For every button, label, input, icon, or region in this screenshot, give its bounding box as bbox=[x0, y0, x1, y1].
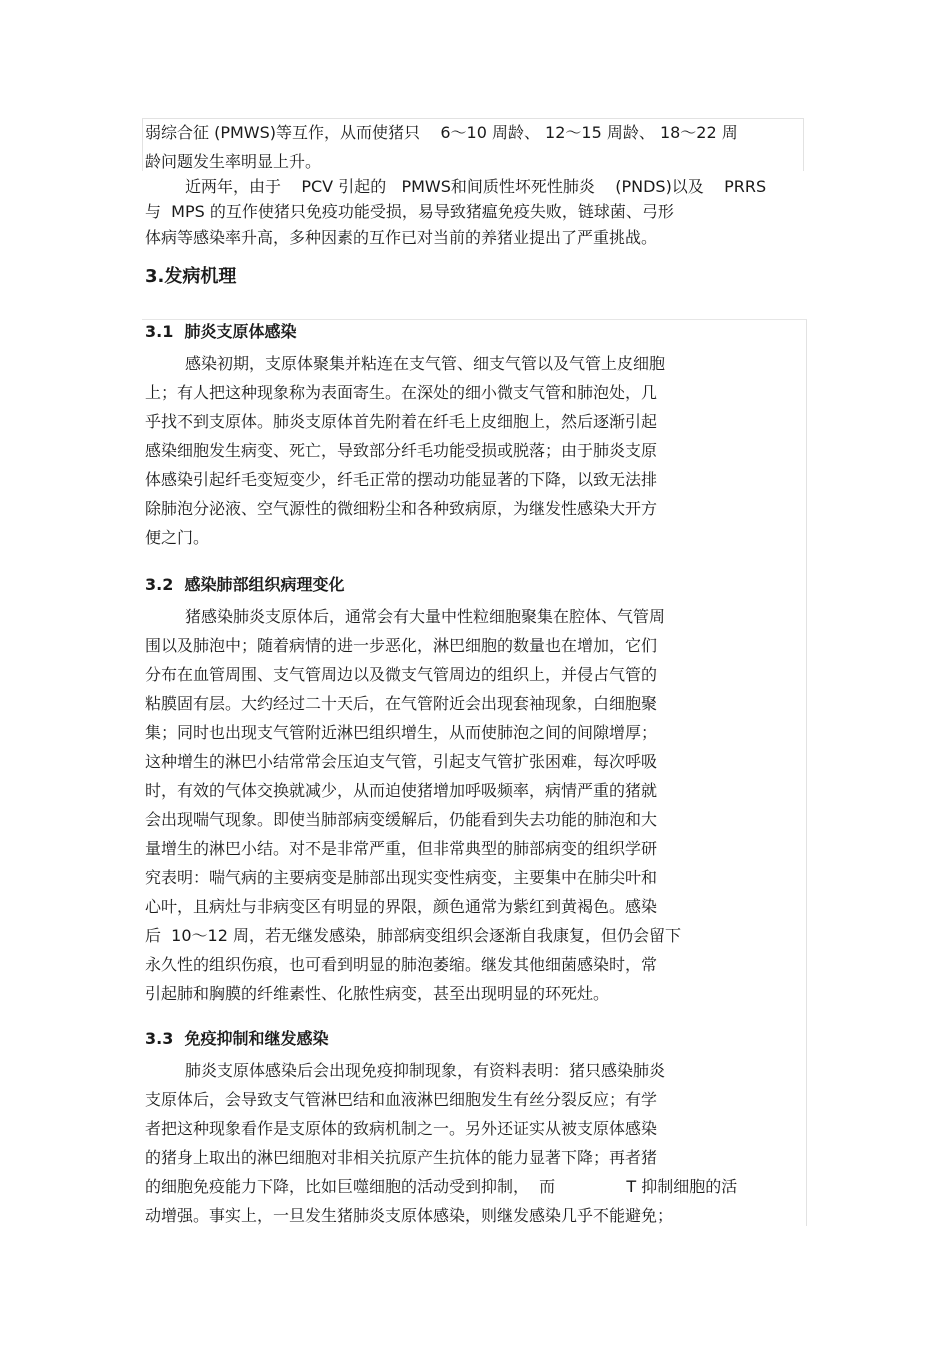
section-3-2-line: 究表明：喘气病的主要病变是肺部出现实变性病变，主要集中在肺尖叶和 bbox=[145, 868, 658, 887]
section-3-1-line: 除肺泡分泌液、空气源性的微细粉尘和各种致病原，为继发性感染大开方 bbox=[145, 499, 658, 518]
section-3-2-line: 粘膜固有层。大约经过二十天后，在气管附近会出现套袖现象，白细胞聚 bbox=[145, 694, 658, 713]
section-3-2-line: 这种增生的淋巴小结常常会压迫支气管，引起支气管扩张困难，每次呼吸 bbox=[145, 752, 658, 771]
section-3-2-title: 3.2 感染肺部组织病理变化 bbox=[145, 575, 345, 594]
intro-p2-line-3: 体病等感染率升高，多种因素的互作已对当前的养猪业提出了严重挑战。 bbox=[145, 228, 658, 247]
section-3-3-line: 的细胞免疫能力下降，比如巨噬细胞的活动受到抑制， 而 T 抑制细胞的活 bbox=[145, 1177, 738, 1196]
intro-p2-line-1: 近两年，由于 PCV 引起的 PMWS和间质性坏死性肺炎 (PNDS)以及 PRRS bbox=[185, 177, 767, 196]
intro-line-2: 龄问题发生率明显上升。 bbox=[145, 152, 322, 171]
section-3-2-line: 后 10～12 周，若无继发感染，肺部病变组织会逐渐自我康复，但仍会留下 bbox=[145, 926, 681, 945]
section-3-2-line: 会出现喘气现象。即使当肺部病变缓解后，仍能看到失去功能的肺泡和大 bbox=[145, 810, 658, 829]
section-3-1-title: 3.1 肺炎支原体感染 bbox=[145, 322, 297, 341]
section-3-2-line: 围以及肺泡中；随着病情的进一步恶化，淋巴细胞的数量也在增加，它们 bbox=[145, 636, 658, 655]
section-3-2-line: 时，有效的气体交换就减少，从而迫使猪增加呼吸频率，病情严重的猪就 bbox=[145, 781, 658, 800]
section-3-2-line: 分布在血管周围、支气管周边以及微支气管周边的组织上，并侵占气管的 bbox=[145, 665, 658, 684]
section-3-2-line: 引起肺和胸膜的纤维素性、化脓性病变，甚至出现明显的环死灶。 bbox=[145, 984, 610, 1003]
section-3-2-line: 量增生的淋巴小结。对不是非常严重，但非常典型的肺部病变的组织学研 bbox=[145, 839, 658, 858]
section-3-3-line: 动增强。事实上，一旦发生猪肺炎支原体感染，则继发感染几乎不能避免； bbox=[145, 1206, 674, 1225]
section-3-3-line: 支原体后，会导致支气管淋巴结和血液淋巴细胞发生有丝分裂反应；有学 bbox=[145, 1090, 658, 1109]
intro-p2-line-2: 与 MPS 的互作使猪只免疫功能受损，易导致猪瘟免疫失败，链球菌、弓形 bbox=[145, 202, 674, 221]
section-3-1-line: 感染细胞发生病变、死亡，导致部分纤毛功能受损或脱落；由于肺炎支原 bbox=[145, 441, 658, 460]
section-3-3-line: 肺炎支原体感染后会出现免疫抑制现象，有资料表明：猪只感染肺炎 bbox=[185, 1061, 666, 1080]
section-3-2-line: 集；同时也出现支气管附近淋巴组织增生，从而使肺泡之间的间隙增厚； bbox=[145, 723, 658, 742]
intro-line-1: 弱综合征 (PMWS)等互作，从而使猪只 6～10 周龄、 12～15 周龄、 18～22 周 bbox=[145, 123, 738, 142]
section-3-3-title: 3.3 免疫抑制和继发感染 bbox=[145, 1029, 329, 1048]
section-3-1-line: 感染初期，支原体聚集并粘连在支气管、细支气管以及气管上皮细胞 bbox=[185, 354, 666, 373]
section-3-1-line: 乎找不到支原体。肺炎支原体首先附着在纤毛上皮细胞上，然后逐渐引起 bbox=[145, 412, 658, 431]
section-3-1-line: 体感染引起纤毛变短变少，纤毛正常的摆动功能显著的下降，以致无法排 bbox=[145, 470, 658, 489]
section-3-2-line: 永久性的组织伤痕，也可看到明显的肺泡萎缩。继发其他细菌感染时，常 bbox=[145, 955, 658, 974]
section-3-2-line: 猪感染肺炎支原体后，通常会有大量中性粒细胞聚集在腔体、气管周 bbox=[185, 607, 666, 626]
section-3-3-line: 的猪身上取出的淋巴细胞对非相关抗原产生抗体的能力显著下降；再者猪 bbox=[145, 1148, 658, 1167]
section-3-title: 3.发病机理 bbox=[145, 266, 237, 287]
section-3-1-line: 便之门。 bbox=[145, 528, 210, 547]
section-3-3-line: 者把这种现象看作是支原体的致病机制之一。另外还证实从被支原体感染 bbox=[145, 1119, 658, 1138]
section-3-1-line: 上；有人把这种现象称为表面寄生。在深处的细小微支气管和肺泡处，几 bbox=[145, 383, 658, 402]
section-3-2-line: 心叶，且病灶与非病变区有明显的界限，颜色通常为紫红到黄褐色。感染 bbox=[145, 897, 658, 916]
